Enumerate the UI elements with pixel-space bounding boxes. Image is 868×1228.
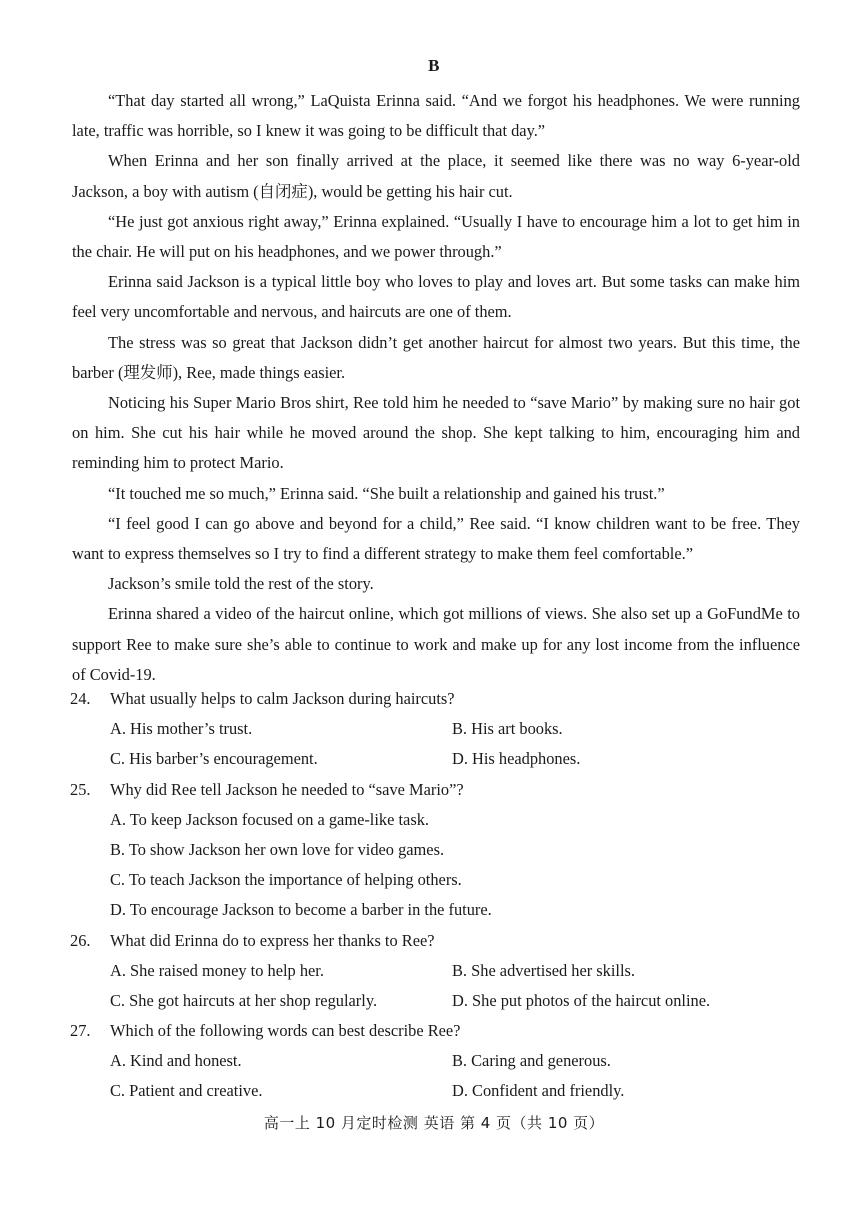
option-c: C. To teach Jackson the importance of helping others. [110, 870, 462, 890]
question-list [70, 684, 810, 1107]
question-24 [70, 684, 810, 775]
question-number: 27. [70, 1021, 91, 1041]
option-c: C. Patient and creative. [110, 1081, 263, 1101]
passage-paragraph: The stress was so great that Jackson didn’t get another haircut for almost two years. But this time, the barber (理发师), Ree, made things easier. [72, 332, 800, 382]
question-number: 26. [70, 930, 91, 950]
option-a: A. She raised money to help her. [110, 960, 324, 980]
option-b: B. Caring and generous. [452, 1051, 611, 1071]
question-stem: What did Erinna do to express her thanks to Ree? [110, 930, 435, 950]
option-a: A. His mother’s trust. [110, 719, 253, 739]
passage-paragraph: Erinna said Jackson is a typical little boy who loves to play and loves art. But some tasks can make him feel very uncomfortable and nervous, and haircuts are one of them. [72, 272, 800, 322]
option-d: D. Confident and friendly. [452, 1081, 625, 1101]
question-27 [70, 1016, 810, 1107]
passage-paragraph: Erinna shared a video of the haircut online, which got millions of views. She also set up a GoFundMe to support Ree to make sure she’s able to continue to work and make up for any lost income from the influence of Covid-19. [72, 604, 800, 684]
option-c: C. She got haircuts at her shop regularly. [110, 990, 378, 1010]
question-stem: Why did Ree tell Jackson he needed to “save Mario”? [110, 779, 464, 799]
passage-paragraph: “That day started all wrong,” LaQuista Erinna said. “And we forgot his headphones. We were running late, traffic was horrible, so I knew it was going to be difficult that day.” [72, 91, 800, 141]
option-d: D. To encourage Jackson to become a barber in the future. [110, 900, 492, 920]
option-a: A. To keep Jackson focused on a game-like task. [110, 809, 429, 829]
option-b: B. To show Jackson her own love for video games. [110, 839, 445, 859]
page-footer: 高一上 10 月定时检测 英语 第 4 页（共 10 页） [263, 1114, 605, 1132]
option-d: D. His headphones. [452, 749, 581, 769]
question-number: 24. [70, 689, 91, 708]
passage-paragraph: “I feel good I can go above and beyond for a child,” Ree said. “I know children want to be free. They want to express themselves so I try to find a different strategy to make them feel comfortable.” [72, 513, 800, 564]
passage-paragraph: When Erinna and her son finally arrived at the place, it seemed like there was no way 6-year-old Jackson, a boy with autism (自闭症), would be getting his hair cut. [72, 151, 800, 201]
option-a: A. Kind and honest. [110, 1051, 242, 1071]
passage-paragraph: “He just got anxious right away,” Erinna explained. “Usually I have to encourage him a lot to get him in the chair. He will put on his headphones, and we power through.” [72, 211, 800, 262]
section-heading: B [428, 56, 440, 75]
reading-passage [72, 86, 800, 690]
question-stem: Which of the following words can best describe Ree? [110, 1021, 461, 1041]
question-number: 25. [70, 779, 91, 799]
option-b: B. His art books. [452, 719, 563, 739]
question-25 [70, 775, 810, 926]
option-b: B. She advertised her skills. [452, 960, 636, 980]
passage-paragraph: Noticing his Super Mario Bros shirt, Ree told him he needed to “save Mario” by making sure no hair got on him. She cut his hair while he moved around the shop. She kept talking to him, encouraging him and reminding him to protect Mario. [72, 393, 800, 473]
passage-paragraph: “It touched me so much,” Erinna said. “She built a relationship and gained his trust.” [108, 483, 665, 503]
option-c: C. His barber’s encouragement. [110, 749, 318, 769]
passage-paragraph: Jackson’s smile told the rest of the story. [108, 574, 374, 594]
option-d: D. She put photos of the haircut online. [452, 990, 711, 1010]
question-26 [70, 926, 810, 1017]
question-stem: What usually helps to calm Jackson during haircuts? [110, 689, 455, 708]
